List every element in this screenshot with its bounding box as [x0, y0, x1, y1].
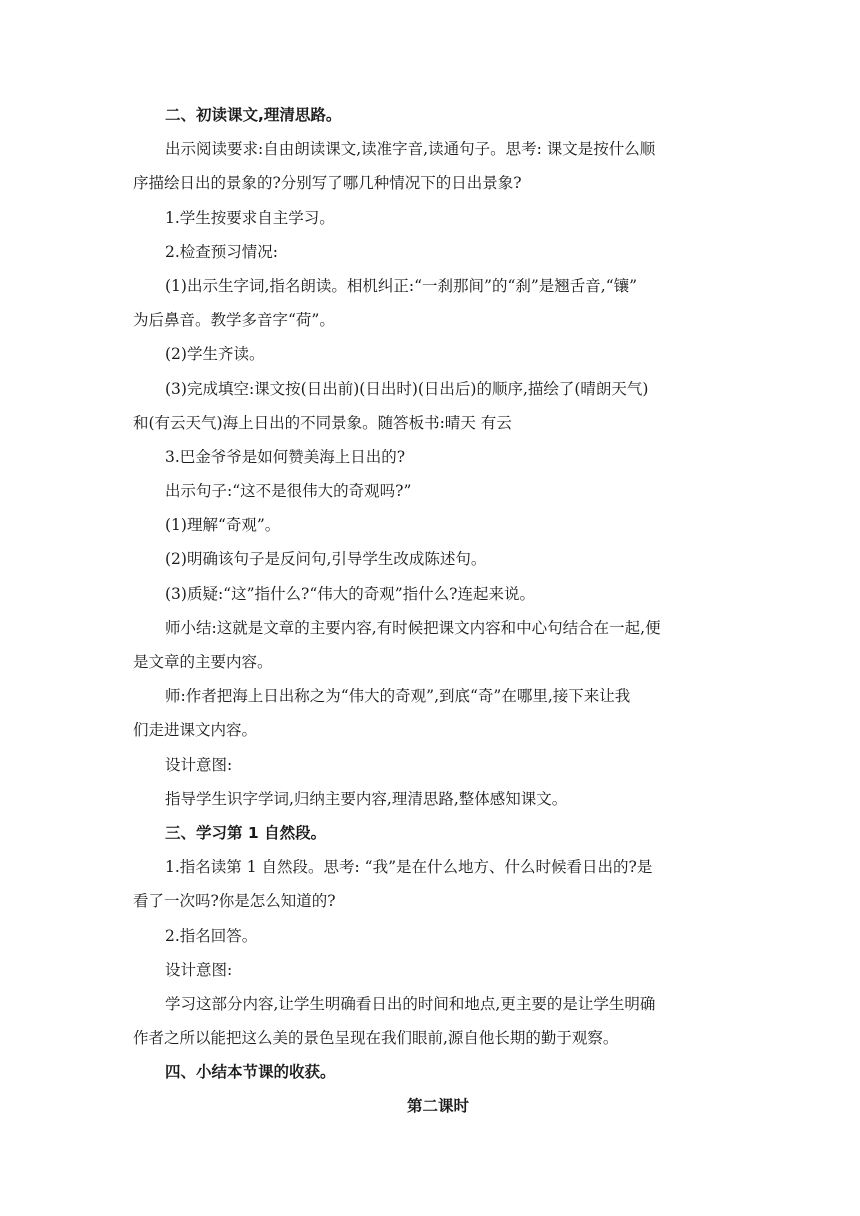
- paragraph-line: 是文章的主要内容。: [133, 653, 273, 671]
- paragraph-line: (3)质疑:“这”指什么?“伟大的奇观”指什么?连起来说。: [165, 584, 535, 603]
- paragraph-line: (1)出示生字词,指名朗读。相机纠正:“一刹那间”的“刹”是翘舌音,“镶”: [165, 276, 638, 295]
- paragraph-line: 和(有云天气)海上日出的不同景象。随答板书:晴天 有云: [133, 413, 512, 432]
- paragraph-line: (2)明确该句子是反问句,引导学生改成陈述句。: [165, 550, 487, 569]
- section-heading-3: 三、学习第 1 自然段。: [165, 823, 327, 842]
- paragraph-line: 1.学生按要求自主学习。: [165, 208, 335, 227]
- paragraph-line: 2.指名回答。: [165, 926, 258, 945]
- paragraph-line: (2)学生齐读。: [165, 345, 265, 364]
- paragraph-line: 师:作者把海上日出称之为“伟大的奇观”,到底“奇”在哪里,接下来让我: [165, 687, 631, 706]
- section-heading-2: 二、初读课文,理清思路。: [165, 106, 342, 124]
- paragraph-line: 出示阅读要求:自由朗读课文,读准字音,读通句子。思考: 课文是按什么顺: [165, 140, 656, 159]
- paragraph-line: (3)完成填空:课文按(日出前)(日出时)(日出后)的顺序,描绘了(晴朗天气): [165, 379, 649, 398]
- paragraph-line: 3.巴金爷爷是如何赞美海上日出的?: [165, 447, 406, 466]
- design-intent-label: 设计意图:: [165, 960, 233, 979]
- paragraph-line: 看了一次吗?你是怎么知道的?: [133, 892, 336, 911]
- paragraph-line: 序描绘日出的景象的?分别写了哪几种情况下的日出景象?: [133, 174, 522, 193]
- paragraph-line: 为后鼻音。教学多音字“荷”。: [133, 311, 335, 330]
- design-intent-label: 设计意图:: [165, 755, 233, 774]
- paragraph-line: 作者之所以能把这么美的景色呈现在我们眼前,源自他长期的勤于观察。: [133, 1029, 619, 1048]
- lesson-title: 第二课时: [406, 1097, 469, 1116]
- paragraph-line: 1.指名读第 1 自然段。思考: “我”是在什么地方、什么时候看日出的?是: [165, 858, 653, 877]
- document-page: [133, 98, 743, 1124]
- paragraph-line: 指导学生识字学词,归纳主要内容,理清思路,整体感知课文。: [165, 789, 568, 808]
- paragraph-line: 学习这部分内容,让学生明确看日出的时间和地点,更主要的是让学生明确: [165, 994, 656, 1013]
- paragraph-line: 们走进课文内容。: [133, 721, 258, 740]
- paragraph-line: 师小结:这就是文章的主要内容,有时候把课文内容和中心句结合在一起,便: [165, 618, 661, 637]
- paragraph-line: 2.检查预习情况:: [165, 242, 279, 261]
- section-heading-4: 四、小结本节课的收获。: [165, 1063, 336, 1082]
- paragraph-line: 出示句子:“这不是很伟大的奇观吗?”: [165, 482, 412, 501]
- paragraph-line: (1)理解“奇观”。: [165, 516, 281, 535]
